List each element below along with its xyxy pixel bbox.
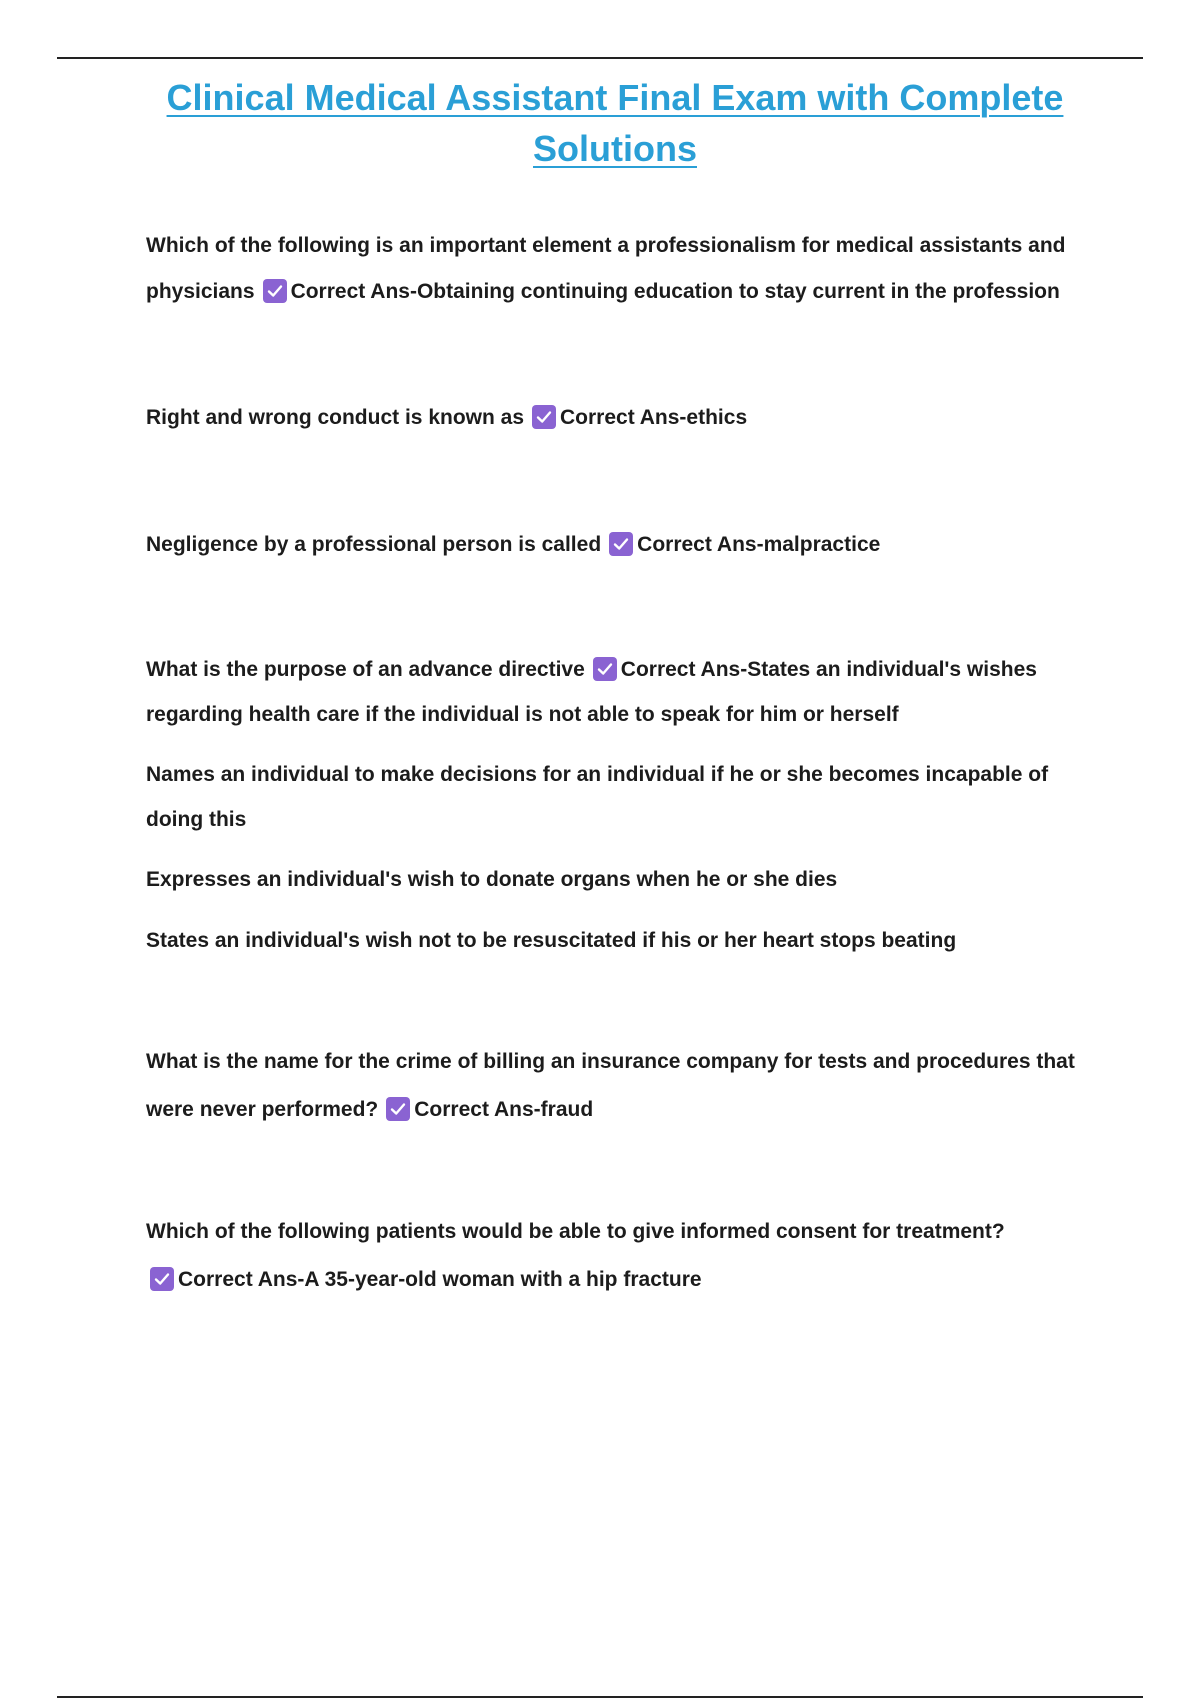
answer-6-line <box>146 1265 702 1295</box>
question-2-text: Right and wrong conduct is known as <box>146 406 525 429</box>
answer-4-extra-1: Names an individual to make decisions for an individual if he or she becomes incapable of <box>146 763 1049 786</box>
answer-1-text: Correct Ans-Obtaining continuing education to stay current in the profession <box>290 280 1060 303</box>
question-4-text: What is the purpose of an advance directive <box>146 658 585 681</box>
question-3-line <box>146 530 880 560</box>
question-5-line-1: What is the name for the crime of billing an insurance company for tests and procedures that <box>146 1050 1075 1073</box>
question-4-line-1 <box>146 655 1037 685</box>
answer-4-text: Correct Ans-States an individual's wishes <box>620 658 1037 681</box>
question-1-line-2 <box>146 277 1060 307</box>
question-1-text: physicians <box>146 280 255 303</box>
answer-5-text: Correct Ans-fraud <box>414 1098 594 1121</box>
answer-3-text: Correct Ans-malpractice <box>637 533 881 556</box>
check-icon <box>593 657 617 681</box>
answer-4-line-2: regarding health care if the individual is not able to speak for him or herself <box>146 703 899 726</box>
title-line-2: Solutions <box>533 128 697 169</box>
answer-6-text: Correct Ans-A 35-year-old woman with a hip fracture <box>178 1268 702 1291</box>
answer-2-text: Correct Ans-ethics <box>560 406 748 429</box>
question-2-line <box>146 403 747 433</box>
top-rule <box>57 57 1143 59</box>
question-6-line: Which of the following patients would be able to give informed consent for treatment? <box>146 1220 1005 1243</box>
question-5-line-2 <box>146 1095 593 1125</box>
answer-4-extra-2: doing this <box>146 808 247 831</box>
check-icon <box>532 405 556 429</box>
question-3-text: Negligence by a professional person is called <box>146 533 602 556</box>
answer-4-extra-4: States an individual's wish not to be resuscitated if his or her heart stops beating <box>146 929 957 952</box>
question-5-text: were never performed? <box>146 1098 379 1121</box>
document-title <box>120 72 1110 174</box>
title-line-1: Clinical Medical Assistant Final Exam with Complete <box>166 77 1064 118</box>
check-icon <box>609 532 633 556</box>
question-1-line-1: Which of the following is an important element a professionalism for medical assistants and <box>146 234 1066 257</box>
check-icon <box>386 1097 410 1121</box>
bottom-rule <box>57 1696 1143 1698</box>
answer-4-extra-3: Expresses an individual's wish to donate organs when he or she dies <box>146 868 838 891</box>
check-icon <box>150 1267 174 1291</box>
check-icon <box>263 279 287 303</box>
